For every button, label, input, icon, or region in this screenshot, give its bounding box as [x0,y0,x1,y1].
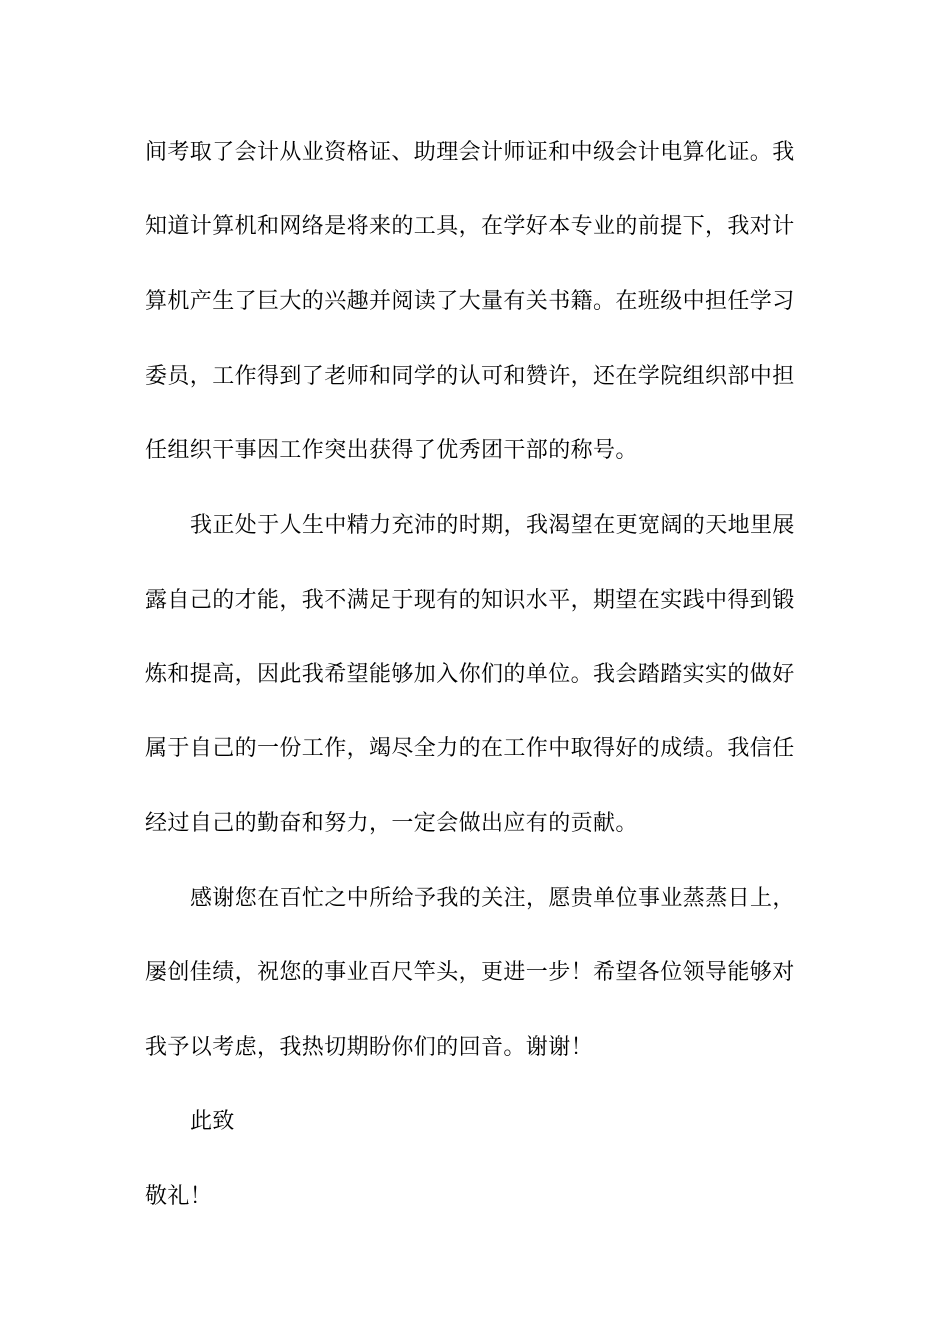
text-line: 露自己的才能，我不满足于现有的知识水平，期望在实践中得到锻 [145,588,795,613]
text-line: 间考取了会计从业资格证、助理会计师证和中级会计电算化证。我 [145,140,795,165]
text-line: 感谢您在百忙之中所给予我的关注，愿贵单位事业蒸蒸日上， [190,886,795,911]
text-line: 经过自己的勤奋和努力，一定会做出应有的贡献。 [145,811,638,836]
text-line: 任组织干事因工作突出获得了优秀团干部的称号。 [145,438,638,463]
text-line: 屡创佳绩，祝您的事业百尺竿头，更进一步！希望各位领导能够对 [145,960,795,985]
text-line: 算机产生了巨大的兴趣并阅读了大量有关书籍。在班级中担任学习 [145,289,795,314]
text-line: 我予以考虑，我热切期盼你们的回音。谢谢！ [145,1035,594,1060]
text-line: 属于自己的一份工作，竭尽全力的在工作中取得好的成绩。我信任 [145,736,795,761]
text-line: 委员，工作得到了老师和同学的认可和赞许，还在学院组织部中担 [145,364,795,389]
text-line: 炼和提高，因此我希望能够加入你们的单位。我会踏踏实实的做好 [145,662,795,687]
text-line: 知道计算机和网络是将来的工具，在学好本专业的前提下，我对计 [145,214,795,239]
closing-line: 此致 [190,1109,235,1134]
text-line: 我正处于人生中精力充沛的时期，我渴望在更宽阔的天地里展 [190,513,795,538]
salutation-line: 敬礼！ [145,1184,213,1209]
